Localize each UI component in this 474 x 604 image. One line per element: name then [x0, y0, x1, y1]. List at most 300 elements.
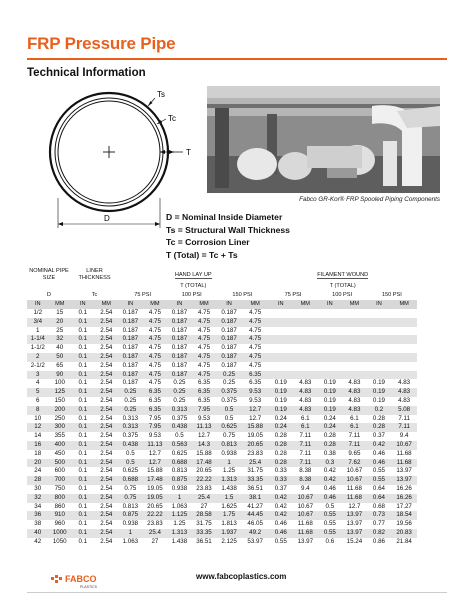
table-cell: 0.37: [367, 432, 392, 441]
table-cell: 0.42: [268, 511, 293, 520]
table-cell: 7.11: [342, 432, 367, 441]
table-row: [27, 388, 417, 397]
table-cell: 7.62: [342, 459, 367, 468]
table-cell: [318, 318, 343, 327]
table-cell: 2.54: [95, 309, 119, 318]
table-cell: [318, 371, 343, 380]
table-cell: 15: [48, 309, 71, 318]
table-cell: 0.187: [118, 344, 143, 353]
hand-t-total-header: T (TOTAL): [180, 283, 207, 289]
table-cell: [268, 362, 293, 371]
table-cell: 0.1: [71, 520, 95, 529]
table-cell: [367, 327, 392, 336]
table-cell: 25.4: [242, 459, 269, 468]
table-cell: 19.05: [143, 494, 168, 503]
table-cell: 0.1: [71, 529, 95, 538]
table-cell: 0.1: [71, 503, 95, 512]
table-cell: 0.5: [216, 415, 242, 424]
table-cell: 2: [27, 353, 48, 362]
table-cell: 200: [48, 406, 71, 415]
table-cell: [391, 309, 417, 318]
table-cell: 0.375: [167, 415, 192, 424]
table-cell: 0.28: [268, 432, 293, 441]
table-cell: 10.67: [342, 476, 367, 485]
table-cell: 0.938: [167, 485, 192, 494]
table-cell: 0.187: [167, 371, 192, 380]
table-cell: 1/2: [27, 309, 48, 318]
table-cell: 15.24: [342, 538, 367, 547]
table-cell: 2.54: [95, 327, 119, 336]
table-cell: 2.54: [95, 450, 119, 459]
table-cell: 22.22: [143, 511, 168, 520]
table-cell: 10.67: [293, 494, 318, 503]
table-cell: [391, 318, 417, 327]
table-cell: 0.25: [118, 397, 143, 406]
table-cell: 0.1: [71, 459, 95, 468]
table-cell: 1.313: [167, 529, 192, 538]
table-cell: 0.25: [167, 397, 192, 406]
table-cell: 5: [27, 388, 48, 397]
table-cell: 0.313: [118, 423, 143, 432]
table-cell: [268, 353, 293, 362]
unit-header: IN: [27, 300, 48, 309]
table-cell: 20.83: [391, 529, 417, 538]
liner-thickness-header: LINER THICKNESS: [78, 268, 111, 281]
table-cell: 8.38: [293, 476, 318, 485]
table-cell: 2.54: [95, 318, 119, 327]
table-cell: 34: [27, 503, 48, 512]
table-cell: 0.28: [318, 441, 343, 450]
table-row: [27, 441, 417, 450]
title-divider: [27, 58, 447, 60]
table-cell: 0.55: [367, 467, 392, 476]
table-cell: 1050: [48, 538, 71, 547]
table-cell: 14.3: [192, 441, 217, 450]
table-cell: 23.83: [242, 450, 269, 459]
table-cell: 4.75: [192, 353, 217, 362]
table-cell: 0.33: [268, 467, 293, 476]
table-cell: 0.64: [367, 485, 392, 494]
table-cell: 0.187: [167, 318, 192, 327]
table-cell: 0.25: [167, 379, 192, 388]
table-cell: 25.4: [192, 494, 217, 503]
table-cell: 0.563: [167, 441, 192, 450]
table-cell: 0.375: [118, 432, 143, 441]
table-cell: 0.938: [118, 520, 143, 529]
table-cell: 36: [27, 511, 48, 520]
table-cell: 0.19: [318, 379, 343, 388]
table-cell: 0.1: [71, 344, 95, 353]
table-cell: 2.54: [95, 397, 119, 406]
table-cell: 38: [27, 520, 48, 529]
table-cell: 0.24: [268, 415, 293, 424]
table-cell: 4.75: [192, 309, 217, 318]
table-cell: 0.313: [167, 406, 192, 415]
table-cell: 12.7: [192, 432, 217, 441]
table-cell: 17.27: [391, 503, 417, 512]
filament-150psi-header: 150 PSI: [381, 292, 402, 298]
table-cell: 17.48: [143, 476, 168, 485]
table-cell: 16.26: [391, 494, 417, 503]
table-cell: 11.68: [342, 485, 367, 494]
unit-header: MM: [391, 300, 417, 309]
table-cell: 6.35: [143, 397, 168, 406]
table-cell: 4.83: [342, 397, 367, 406]
table-cell: 0.375: [216, 388, 242, 397]
website-link[interactable]: www.fabcoplastics.com: [196, 572, 287, 581]
table-cell: 2.54: [95, 529, 119, 538]
table-cell: 750: [48, 485, 71, 494]
unit-header: MM: [192, 300, 217, 309]
footer-divider: [27, 592, 447, 593]
table-cell: 0.1: [71, 388, 95, 397]
table-cell: 12.7: [242, 406, 269, 415]
table-cell: 20: [27, 459, 48, 468]
table-cell: 0.938: [216, 450, 242, 459]
table-cell: 4.83: [293, 406, 318, 415]
table-cell: 0.1: [71, 432, 95, 441]
table-cell: 33.35: [242, 476, 269, 485]
table-cell: 0.25: [167, 388, 192, 397]
table-cell: 0.187: [216, 335, 242, 344]
table-cell: 0.19: [268, 406, 293, 415]
table-cell: 16.26: [391, 485, 417, 494]
table-cell: 4.75: [143, 335, 168, 344]
table-cell: 19.05: [242, 432, 269, 441]
legend-item: T (Total) = Tc + Ts: [166, 249, 238, 260]
table-cell: 8: [27, 406, 48, 415]
table-row: [27, 335, 417, 344]
table-row: [27, 432, 417, 441]
table-cell: 1: [216, 459, 242, 468]
table-cell: 1: [118, 529, 143, 538]
table-row: [27, 309, 417, 318]
table-cell: 4.75: [143, 362, 168, 371]
empty-header: [27, 282, 71, 291]
table-cell: 0.187: [118, 318, 143, 327]
table-cell: 12: [27, 423, 48, 432]
table-cell: 0.187: [118, 371, 143, 380]
table-cell: 9.53: [143, 432, 168, 441]
table-row: [27, 467, 417, 476]
table-cell: 4.75: [143, 371, 168, 380]
table-cell: 2.54: [95, 371, 119, 380]
table-cell: 0.1: [71, 371, 95, 380]
table-cell: 44.45: [242, 511, 269, 520]
table-cell: 13.97: [391, 476, 417, 485]
table-cell: 20.65: [192, 467, 217, 476]
table-cell: 9.53: [242, 388, 269, 397]
table-cell: 3/4: [27, 318, 48, 327]
table-cell: [342, 318, 367, 327]
table-cell: 0.187: [167, 309, 192, 318]
table-cell: 0.1: [71, 406, 95, 415]
table-cell: 0.1: [71, 397, 95, 406]
table-row: [27, 327, 417, 336]
table-cell: 4.83: [391, 379, 417, 388]
table-cell: 2.54: [95, 388, 119, 397]
table-cell: 700: [48, 476, 71, 485]
table-cell: 20.65: [143, 503, 168, 512]
table-cell: 0.1: [71, 538, 95, 547]
table-cell: 36.51: [192, 538, 217, 547]
table-cell: [391, 335, 417, 344]
table-cell: [268, 309, 293, 318]
table-cell: 1.5: [216, 494, 242, 503]
table-cell: 11.13: [143, 441, 168, 450]
table-cell: 250: [48, 415, 71, 424]
table-cell: 27: [143, 538, 168, 547]
table-cell: [293, 318, 318, 327]
table-cell: [268, 318, 293, 327]
table-cell: 7.11: [391, 415, 417, 424]
table-cell: 0.42: [268, 494, 293, 503]
table-cell: 13.97: [391, 467, 417, 476]
table-cell: 18: [27, 450, 48, 459]
table-cell: 25.4: [143, 529, 168, 538]
filament-wound-header: FILAMENT WOUND: [317, 271, 369, 278]
table-cell: 0.46: [268, 520, 293, 529]
table-cell: 12.7: [242, 415, 269, 424]
table-cell: 0.6: [318, 538, 343, 547]
table-row: [27, 423, 417, 432]
table-cell: 4.83: [293, 397, 318, 406]
table-cell: [391, 344, 417, 353]
table-cell: 6.35: [242, 371, 269, 380]
table-cell: 150: [48, 397, 71, 406]
table-cell: [293, 344, 318, 353]
table-cell: 41.27: [242, 503, 269, 512]
table-cell: 0.75: [118, 494, 143, 503]
table-cell: [342, 335, 367, 344]
table-cell: 0.438: [118, 441, 143, 450]
table-cell: [342, 362, 367, 371]
table-cell: 0.42: [268, 503, 293, 512]
table-cell: 4.83: [342, 379, 367, 388]
table-cell: 0.28: [268, 459, 293, 468]
table-cell: [268, 335, 293, 344]
section-heading: Technical Information: [27, 67, 146, 79]
table-cell: [367, 344, 392, 353]
table-cell: 0.625: [118, 467, 143, 476]
table-cell: 4.83: [391, 397, 417, 406]
table-cell: 11.68: [342, 494, 367, 503]
table-cell: 0.625: [216, 423, 242, 432]
table-cell: 1.063: [167, 503, 192, 512]
table-cell: 13.97: [293, 538, 318, 547]
table-cell: 10.67: [342, 467, 367, 476]
table-cell: 0.875: [118, 511, 143, 520]
table-cell: 0.73: [367, 511, 392, 520]
table-cell: 0.688: [118, 476, 143, 485]
table-cell: 1.125: [167, 511, 192, 520]
table-cell: 7.95: [143, 415, 168, 424]
table-row: [27, 538, 417, 547]
table-cell: 9.4: [391, 432, 417, 441]
table-cell: 0.688: [167, 459, 192, 468]
table-cell: 4.75: [192, 344, 217, 353]
table-cell: 0.5: [118, 450, 143, 459]
table-cell: 4.83: [293, 388, 318, 397]
table-cell: 2.54: [95, 467, 119, 476]
table-row: [27, 503, 417, 512]
table-cell: 0.813: [118, 503, 143, 512]
unit-header: MM: [242, 300, 269, 309]
table-cell: 0.55: [367, 476, 392, 485]
table-cell: 0.19: [318, 397, 343, 406]
table-row: [27, 362, 417, 371]
filament-100psi-header: 100 PSI: [332, 292, 353, 298]
table-cell: [391, 353, 417, 362]
table-cell: 1: [167, 494, 192, 503]
table-cell: 6.1: [342, 415, 367, 424]
table-cell: 12.7: [143, 450, 168, 459]
table-cell: 2.54: [95, 406, 119, 415]
table-cell: 0.5: [318, 503, 343, 512]
table-cell: 0.187: [167, 335, 192, 344]
table-cell: 2.54: [95, 335, 119, 344]
table-cell: 6.35: [143, 406, 168, 415]
fabco-logo: [47, 570, 117, 592]
table-cell: 19.05: [143, 485, 168, 494]
table-cell: 20: [48, 318, 71, 327]
table-cell: [391, 371, 417, 380]
table-cell: 0.42: [318, 467, 343, 476]
table-cell: 17.48: [192, 459, 217, 468]
table-cell: 0.2: [367, 406, 392, 415]
table-cell: 2.54: [95, 344, 119, 353]
table-cell: 0.187: [118, 309, 143, 318]
table-cell: 0.187: [216, 318, 242, 327]
table-row: [27, 371, 417, 380]
table-cell: [342, 344, 367, 353]
table-cell: 11.68: [293, 520, 318, 529]
table-cell: 6.1: [293, 415, 318, 424]
table-cell: 125: [48, 388, 71, 397]
unit-header: MM: [95, 300, 119, 309]
table-cell: 0.1: [71, 415, 95, 424]
table-cell: [293, 362, 318, 371]
unit-header: MM: [342, 300, 367, 309]
unit-header: IN: [118, 300, 143, 309]
table-cell: 0.187: [167, 362, 192, 371]
table-cell: 0.24: [268, 423, 293, 432]
table-cell: 0.19: [268, 379, 293, 388]
table-cell: 1000: [48, 529, 71, 538]
table-cell: [293, 327, 318, 336]
table-cell: 15.88: [143, 467, 168, 476]
table-cell: 27: [192, 503, 217, 512]
table-cell: 0.19: [367, 388, 392, 397]
table-cell: [342, 353, 367, 362]
table-cell: 7.11: [293, 459, 318, 468]
table-cell: 40: [48, 344, 71, 353]
table-cell: 2.54: [95, 538, 119, 547]
table-cell: 0.46: [367, 459, 392, 468]
table-cell: [367, 335, 392, 344]
table-cell: 90: [48, 371, 71, 380]
table-cell: 50: [48, 353, 71, 362]
table-cell: 0.19: [367, 379, 392, 388]
table-cell: 1.313: [216, 476, 242, 485]
table-cell: 0.1: [71, 335, 95, 344]
table-cell: 7.11: [293, 432, 318, 441]
table-cell: 0.55: [318, 520, 343, 529]
table-cell: 4.75: [143, 327, 168, 336]
table-cell: 800: [48, 494, 71, 503]
table-cell: 450: [48, 450, 71, 459]
table-cell: 6.1: [293, 423, 318, 432]
table-cell: 0.1: [71, 362, 95, 371]
table-cell: 2.54: [95, 353, 119, 362]
hand-75psi-header: 75 PSI: [134, 292, 152, 298]
d-label: D: [104, 214, 110, 223]
table-cell: 6: [27, 397, 48, 406]
table-cell: 0.55: [318, 511, 343, 520]
table-cell: 2.54: [95, 511, 119, 520]
table-cell: 0.28: [367, 423, 392, 432]
table-cell: 2-1/2: [27, 362, 48, 371]
filament-75psi-header: 75 PSI: [284, 292, 302, 298]
table-cell: 0.19: [318, 388, 343, 397]
table-cell: 1.438: [167, 538, 192, 547]
table-cell: 9.4: [293, 485, 318, 494]
table-cell: 32: [48, 335, 71, 344]
table-cell: 22.22: [192, 476, 217, 485]
table-cell: 0.1: [71, 494, 95, 503]
dimension-legend: [166, 211, 290, 261]
table-cell: [391, 327, 417, 336]
table-cell: 2.54: [95, 379, 119, 388]
table-cell: 0.25: [118, 388, 143, 397]
table-cell: 0.187: [216, 362, 242, 371]
table-cell: 0.46: [268, 529, 293, 538]
table-cell: [367, 309, 392, 318]
table-cell: 6.35: [192, 379, 217, 388]
table-cell: 23.83: [192, 485, 217, 494]
table-cell: 4.83: [342, 406, 367, 415]
table-cell: 40: [27, 529, 48, 538]
empty-header: [71, 282, 118, 291]
table-cell: 0.55: [268, 538, 293, 547]
table-cell: 0.24: [318, 415, 343, 424]
unit-header: IN: [367, 300, 392, 309]
table-cell: 1.438: [216, 485, 242, 494]
table-cell: 1.937: [216, 529, 242, 538]
table-cell: 1.813: [216, 520, 242, 529]
table-cell: 12.7: [342, 503, 367, 512]
table-cell: 13.97: [342, 529, 367, 538]
table-cell: 300: [48, 423, 71, 432]
table-cell: 0.187: [216, 353, 242, 362]
table-cell: 10.67: [293, 511, 318, 520]
table-cell: 10: [27, 415, 48, 424]
table-row: [27, 459, 417, 468]
table-cell: 7.11: [293, 450, 318, 459]
photo-caption: Fabco GR-Kor® FRP Spooled Piping Components: [299, 196, 440, 203]
table-cell: 2.54: [95, 520, 119, 529]
table-cell: 0.1: [71, 309, 95, 318]
table-cell: [293, 353, 318, 362]
table-cell: 9.53: [242, 397, 269, 406]
table-cell: [293, 371, 318, 380]
table-cell: 28.58: [192, 511, 217, 520]
table-row: [27, 344, 417, 353]
table-cell: 13.97: [342, 520, 367, 529]
table-cell: 30: [27, 485, 48, 494]
unit-header: MM: [48, 300, 71, 309]
table-cell: 53.97: [242, 538, 269, 547]
